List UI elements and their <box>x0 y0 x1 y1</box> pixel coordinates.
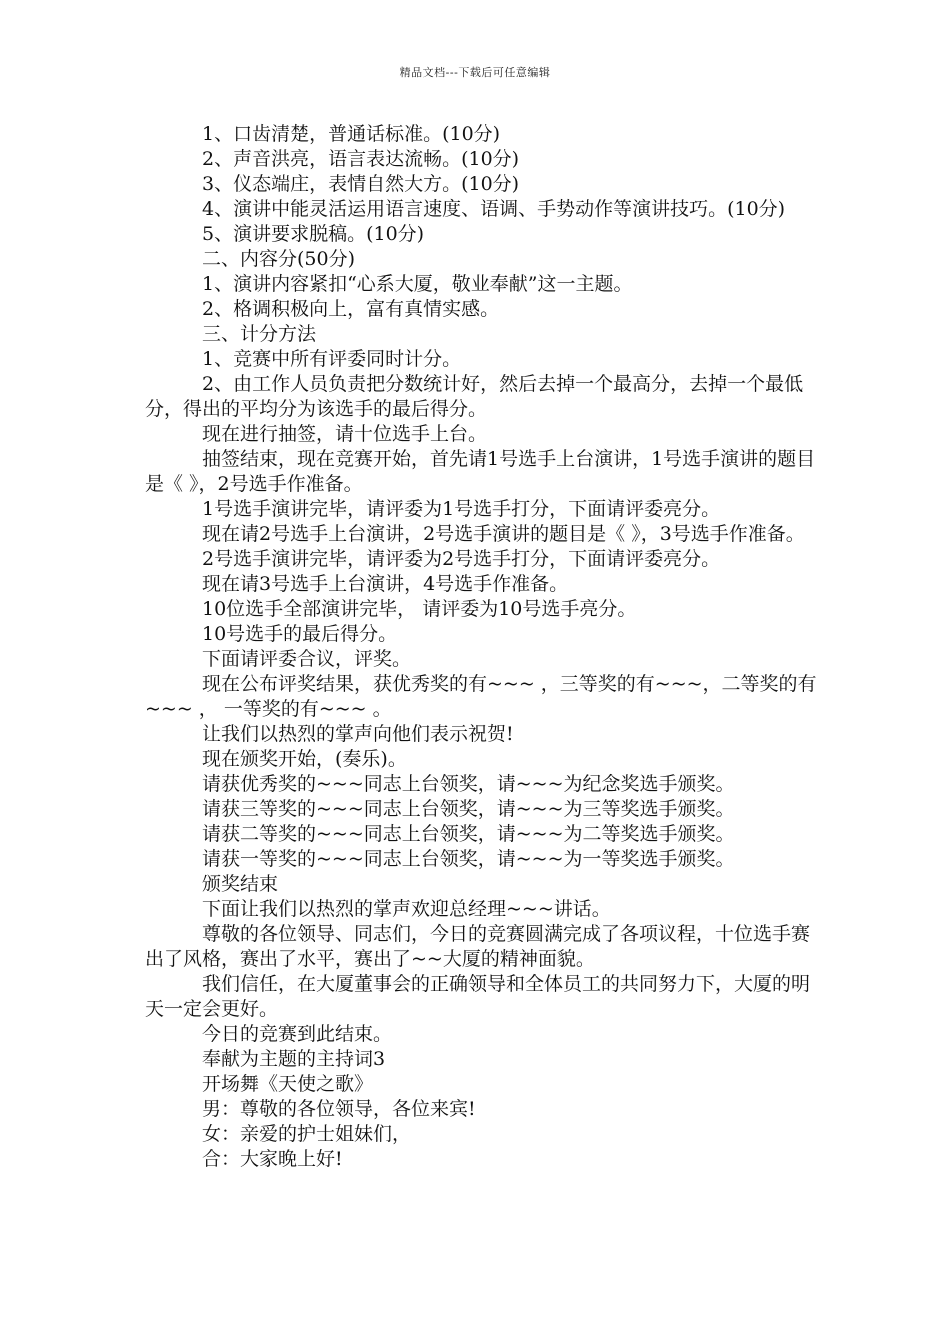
paragraph: 请获优秀奖的~~~同志上台领奖，请~~~为纪念奖选手颁奖。 <box>202 773 735 795</box>
paragraph: 请获一等奖的~~~同志上台领奖，请~~~为一等奖选手颁奖。 <box>202 848 735 870</box>
paragraph: 1号选手演讲完毕，请评委为1号选手打分，下面请评委亮分。 <box>202 498 721 520</box>
paragraph: 请获三等奖的~~~同志上台领奖，请~~~为三等奖选手颁奖。 <box>202 798 735 820</box>
paragraph: 1、演讲内容紧扣“心系大厦，敬业奉献”这一主题。 <box>202 273 633 295</box>
paragraph: 颁奖结束 <box>202 873 279 895</box>
document-body <box>145 122 817 1172</box>
paragraph: 10位选手全部演讲完毕， 请评委为10号选手亮分。 <box>202 598 637 620</box>
paragraph: 2、声音洪亮，语言表达流畅。(10分) <box>202 148 520 170</box>
paragraph: 男：尊敬的各位领导，各位来宾! <box>202 1098 476 1120</box>
paragraph: 现在请2号选手上台演讲，2号选手演讲的题目是《 》，3号选手作准备。 <box>202 523 805 545</box>
paragraph: 我们信任，在大厦董事会的正确领导和全体员工的共同努力下，大厦的明天一定会更好。 <box>145 973 811 1020</box>
paragraph: 开场舞《天使之歌》 <box>202 1073 374 1095</box>
paragraph: 现在进行抽签，请十位选手上台。 <box>202 423 488 445</box>
paragraph: 奉献为主题的主持词3 <box>202 1048 386 1070</box>
paragraph: 女：亲爱的护士姐妹们， <box>202 1123 412 1145</box>
paragraph: 现在请3号选手上台演讲，4号选手作准备。 <box>202 573 569 595</box>
paragraph: 现在颁奖开始，(奏乐)。 <box>202 748 407 770</box>
paragraph: 请获二等奖的~~~同志上台领奖，请~~~为二等奖选手颁奖。 <box>202 823 735 845</box>
paragraph: 三、计分方法 <box>202 323 317 345</box>
paragraph: 现在公布评奖结果，获优秀奖的有~~~ ，三等奖的有~~~，二等奖的有~~~ ， 一等奖的有~~~ 。 <box>145 673 817 720</box>
page-header: 精品文档---下载后可任意编辑 <box>399 66 551 79</box>
paragraph: 10号选手的最后得分。 <box>202 623 398 645</box>
paragraph: 合：大家晚上好! <box>202 1148 343 1170</box>
paragraph: 2、格调积极向上，富有真情实感。 <box>202 298 500 320</box>
paragraph: 3、仪态端庄，表情自然大方。(10分) <box>202 173 520 195</box>
paragraph: 5、演讲要求脱稿。(10分) <box>202 223 425 245</box>
paragraph: 2号选手演讲完毕，请评委为2号选手打分，下面请评委亮分。 <box>202 548 721 570</box>
paragraph: 4、演讲中能灵活运用语言速度、语调、手势动作等演讲技巧。(10分) <box>202 198 786 220</box>
paragraph: 抽签结束，现在竞赛开始，首先请1号选手上台演讲，1号选手演讲的题目是《 》，2号选手作准备。 <box>145 448 816 495</box>
paragraph: 二、内容分(50分) <box>202 248 356 270</box>
paragraph: 1、口齿清楚，普通话标准。(10分) <box>202 123 501 145</box>
paragraph: 尊敬的各位领导、同志们，今日的竞赛圆满完成了各项议程，十位选手赛出了风格，赛出了水平，赛出了~~大厦的精神面貌。 <box>145 923 811 970</box>
paragraph: 下面请评委合议，评奖。 <box>202 648 412 670</box>
paragraph: 下面让我们以热烈的掌声欢迎总经理~~~讲话。 <box>202 898 611 920</box>
paragraph: 2、由工作人员负责把分数统计好，然后去掉一个最高分，去掉一个最低分，得出的平均分为该选手的最后得分。 <box>145 373 804 420</box>
paragraph: 让我们以热烈的掌声向他们表示祝贺! <box>202 723 514 745</box>
paragraph: 1、竞赛中所有评委同时计分。 <box>202 348 462 370</box>
paragraph: 今日的竞赛到此结束。 <box>202 1023 393 1045</box>
